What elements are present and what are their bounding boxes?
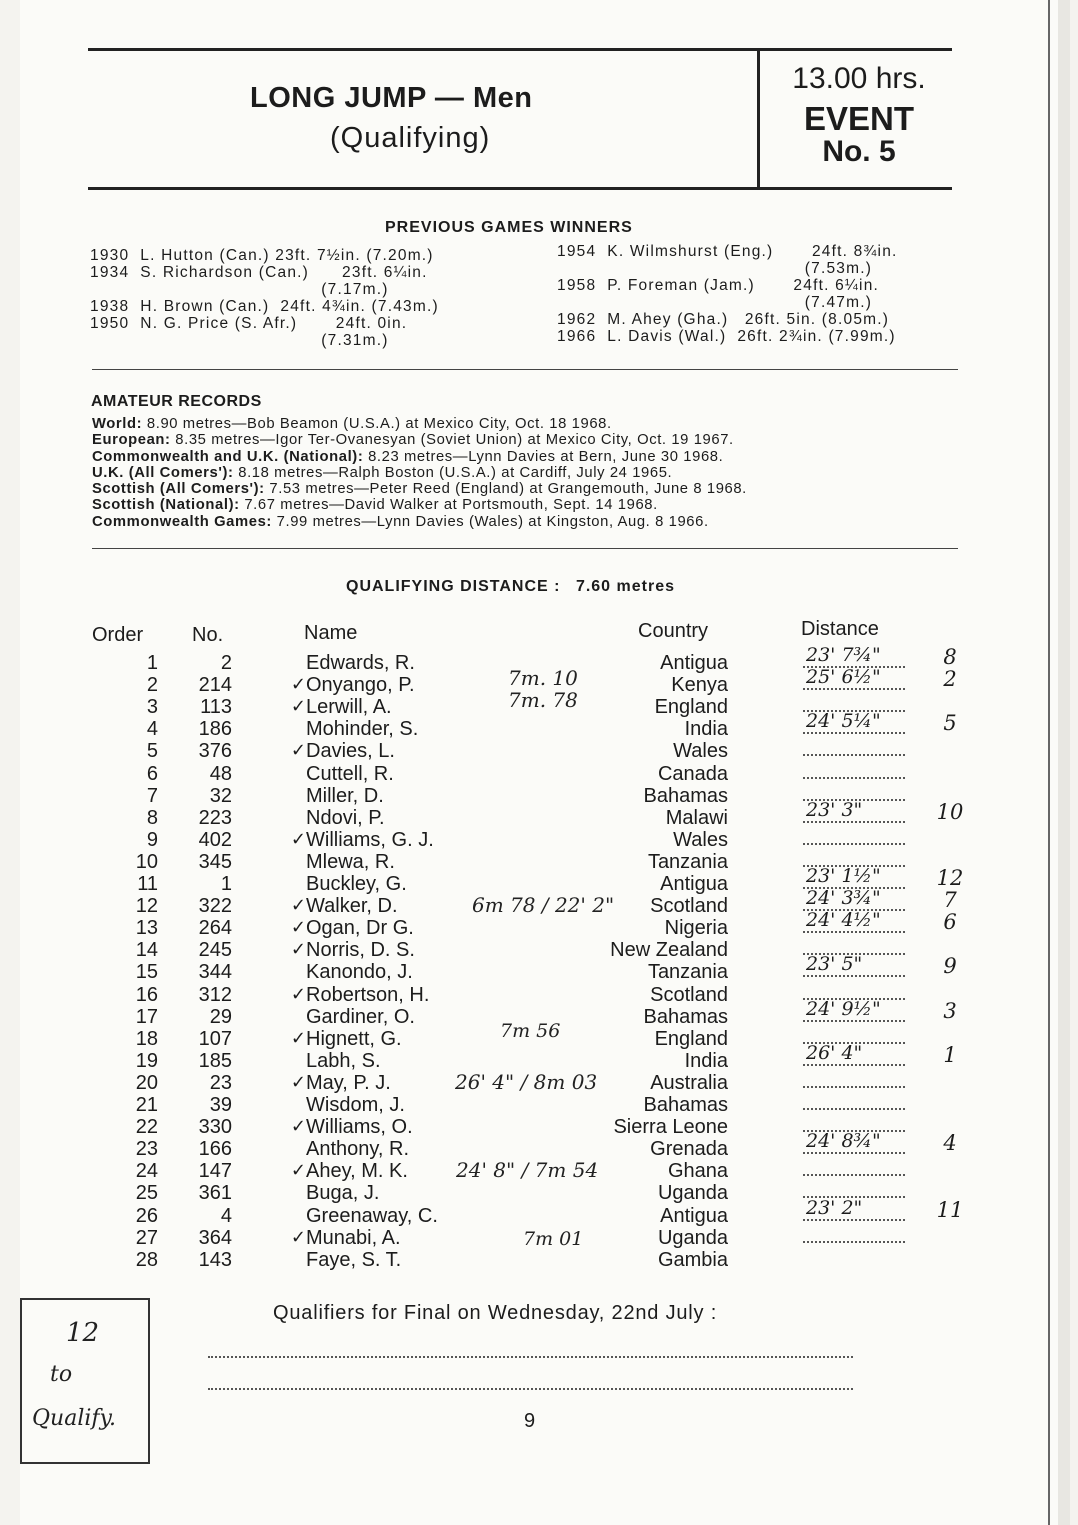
distance-dotted-line xyxy=(803,975,905,977)
entrant-row xyxy=(0,865,1078,895)
event-label: EVENT xyxy=(803,100,915,137)
entrant-number: 361 xyxy=(198,1182,232,1205)
entrant-country: Bahamas xyxy=(643,1094,728,1116)
entrant-country: Tanzania xyxy=(647,961,728,984)
section-rule xyxy=(92,548,958,549)
entrant-order: 10 xyxy=(135,850,158,873)
entrant-name: Wisdom, J. xyxy=(306,1094,405,1116)
winner-line: (7.53m.) xyxy=(557,260,873,277)
distance-dotted-line xyxy=(803,843,905,845)
section-rule xyxy=(92,369,958,370)
entrant-number: 223 xyxy=(198,806,232,829)
entrant-row xyxy=(0,829,1078,851)
entrant-name: Buckley, G. xyxy=(306,873,407,895)
entrant-row xyxy=(0,909,1078,940)
winner-line: 1950 N. G. Price (S. Afr.) 24ft. 0in. xyxy=(90,315,408,332)
entrant-name: Munabi, A. xyxy=(306,1226,401,1249)
entrant-number: 147 xyxy=(198,1160,232,1183)
handwritten-distance: 24' 3¾" xyxy=(806,887,881,910)
entrant-row xyxy=(0,984,1078,1006)
entrant-order: 26 xyxy=(135,1204,158,1227)
record-text: 7.67 metres—David Walker at Portsmouth, Sept. 14 1968. xyxy=(239,497,658,514)
handwritten-distance: 23' 1½" xyxy=(806,865,881,887)
handwritten-place: 12 xyxy=(936,866,964,890)
entrant-country: Grenada xyxy=(650,1138,728,1161)
handwritten-distance: 23' 3" xyxy=(806,798,863,821)
check-mark: ✓ xyxy=(290,1160,306,1182)
record-label: Commonwealth and U.K. (National): xyxy=(92,448,364,465)
handwritten-place: 5 xyxy=(943,711,957,736)
entrant-order: 2 xyxy=(146,674,158,697)
entrant-number: 32 xyxy=(209,784,232,807)
entrant-order: 1 xyxy=(146,652,158,674)
distance-dotted-line xyxy=(803,1219,905,1221)
handwritten-place: 8 xyxy=(943,645,957,669)
qualifying-value: 7.60 metres xyxy=(575,578,675,595)
entrant-number: 322 xyxy=(198,895,232,918)
entrant-name: Miller, D. xyxy=(306,784,384,807)
qualifiers-heading: Qualifiers for Final on Wednesday, 22nd July : xyxy=(273,1302,718,1324)
entrant-row xyxy=(0,1249,1078,1271)
qualifiers-dotted-line xyxy=(208,1388,853,1390)
distance-dotted-line xyxy=(803,1241,905,1243)
entrant-number: 113 xyxy=(200,696,232,719)
entrant-row xyxy=(0,798,1078,829)
entrant-number: 264 xyxy=(198,917,232,940)
qualifiers-dotted-line xyxy=(208,1356,853,1358)
entrant-number: 48 xyxy=(209,762,232,785)
check-mark: ✓ xyxy=(290,917,306,939)
entrant-country: Ghana xyxy=(667,1160,728,1183)
check-mark: ✓ xyxy=(290,696,306,718)
record-text: 8.90 metres—Bob Beamon (U.S.A.) at Mexico City, Oct. 18 1968. xyxy=(142,416,612,432)
record-label: Scottish (All Comers'): xyxy=(92,481,265,498)
entrant-number: 143 xyxy=(198,1248,232,1271)
entrant-row xyxy=(0,1182,1078,1204)
column-header-order: Order xyxy=(92,624,144,646)
record-line xyxy=(92,497,747,513)
entrant-row xyxy=(0,1116,1078,1138)
record-label: U.K. (All Comers'): xyxy=(92,464,234,481)
column-header-no: No. xyxy=(192,624,224,646)
entrant-country: Antigua xyxy=(660,652,728,674)
entrant-order: 14 xyxy=(135,939,158,962)
check-mark: ✓ xyxy=(290,674,306,696)
entrant-number: 344 xyxy=(198,961,232,984)
distance-dotted-line xyxy=(803,732,905,734)
entrant-country: Tanzania xyxy=(647,850,728,873)
records-list xyxy=(92,416,747,530)
entrant-name: Kanondo, J. xyxy=(306,961,413,984)
handwritten-place: 10 xyxy=(936,799,964,824)
distance-dotted-line xyxy=(803,1174,905,1176)
header-top-rule xyxy=(88,48,952,51)
entrant-name: Buga, J. xyxy=(306,1182,380,1205)
entrant-order: 9 xyxy=(146,828,158,851)
entrant-order: 4 xyxy=(146,718,158,741)
distance-dotted-line xyxy=(803,931,905,933)
entrant-country: Canada xyxy=(657,762,728,785)
entrant-number: 2 xyxy=(220,652,232,674)
entrant-row xyxy=(0,1041,1078,1072)
header-bottom-rule xyxy=(88,187,952,190)
entrant-number: 185 xyxy=(198,1049,232,1072)
handwritten-distance: 24' 9½" xyxy=(806,997,881,1020)
entrant-country: Australia xyxy=(650,1071,728,1094)
entrant-country: India xyxy=(684,1049,728,1072)
entrant-name: Greenaway, C. xyxy=(306,1204,438,1227)
entrant-country: England xyxy=(654,696,728,719)
entrant-country: Wales xyxy=(673,740,728,763)
entrant-order: 20 xyxy=(135,1071,158,1094)
entrant-order: 6 xyxy=(146,762,158,785)
record-label: Commonwealth Games: xyxy=(92,513,272,530)
entrant-row xyxy=(0,1196,1078,1227)
record-line xyxy=(92,465,747,481)
check-mark: ✓ xyxy=(290,983,306,1005)
qualifying-distance xyxy=(346,578,675,596)
check-mark: ✓ xyxy=(290,895,306,917)
entrant-order: 21 xyxy=(135,1094,158,1116)
column-header-name: Name xyxy=(304,622,358,644)
distance-dotted-line xyxy=(803,688,905,690)
handwritten-place: 1 xyxy=(943,1042,957,1067)
handwritten-note: 7m 56 xyxy=(500,1020,561,1042)
entrant-name: May, P. J. xyxy=(306,1071,391,1094)
distance-dotted-line xyxy=(803,754,905,756)
check-mark: ✓ xyxy=(290,939,306,961)
handwritten-distance: 26' 4" xyxy=(806,1041,863,1064)
entrant-number: 402 xyxy=(198,828,232,851)
record-line xyxy=(92,432,747,448)
record-text: 7.99 metres—Lynn Davies (Wales) at Kingston, Aug. 8 1966. xyxy=(271,513,709,530)
entrant-order: 19 xyxy=(135,1049,158,1072)
entrant-name: Davies, L. xyxy=(306,740,395,763)
record-text: 8.35 metres—Igor Ter-Ovanesyan (Soviet Union) at Mexico City, Oct. 19 1967. xyxy=(170,432,734,449)
entrant-country: Scotland xyxy=(650,895,728,918)
check-mark: ✓ xyxy=(290,740,306,762)
handwritten-note: 7m 01 xyxy=(523,1228,584,1250)
entrant-number: 330 xyxy=(198,1116,232,1139)
entrant-number: 107 xyxy=(198,1027,232,1050)
handwritten-distance: 24' 5¼" xyxy=(806,710,881,733)
handwritten-place: 11 xyxy=(936,1197,964,1222)
entrant-number: 166 xyxy=(198,1138,232,1161)
winner-line: 1954 K. Wilmshurst (Eng.) 24ft. 8¾in. xyxy=(557,243,898,260)
box-note-line: Qualify. xyxy=(32,1406,117,1431)
distance-dotted-line xyxy=(803,1020,905,1022)
entrant-number: 312 xyxy=(198,983,232,1006)
handwritten-note: 24' 8" / 7m 54 xyxy=(456,1158,599,1182)
header-divider xyxy=(757,50,760,188)
previous-winners-heading: PREVIOUS GAMES WINNERS xyxy=(385,219,633,236)
entrant-row xyxy=(0,763,1078,785)
entrant-country: India xyxy=(684,718,728,741)
winner-line: (7.17m.) xyxy=(90,281,389,298)
winner-line: (7.31m.) xyxy=(90,332,389,349)
handwritten-box-note xyxy=(20,1298,150,1464)
handwritten-distance: 24' 4½" xyxy=(806,909,881,932)
handwritten-note: 7m. 10 xyxy=(508,666,578,690)
distance-dotted-line xyxy=(803,1108,905,1110)
entrant-country: Bahamas xyxy=(643,1005,728,1028)
entrant-country: Gambia xyxy=(657,1248,728,1271)
distance-dotted-line xyxy=(803,1152,905,1154)
entrant-number: 186 xyxy=(198,718,232,741)
handwritten-place: 3 xyxy=(943,998,957,1023)
entrant-name: Williams, G. J. xyxy=(306,828,434,851)
entrant-order: 16 xyxy=(135,983,158,1006)
entrant-order: 13 xyxy=(135,917,158,940)
handwritten-distance: 23' 2" xyxy=(806,1196,863,1219)
entrant-name: Ogan, Dr G. xyxy=(306,917,414,940)
entrant-row xyxy=(0,953,1078,984)
distance-dotted-line xyxy=(803,777,905,779)
entrant-country: England xyxy=(654,1027,728,1050)
winner-line: 1934 S. Richardson (Can.) 23ft. 6¼in. xyxy=(90,264,428,281)
handwritten-distance: 23' 7¾" xyxy=(806,644,881,666)
entrant-country: Bahamas xyxy=(643,784,728,807)
entrant-name: Lerwill, A. xyxy=(306,696,392,719)
entrant-country: Nigeria xyxy=(664,917,728,940)
box-note-line: to xyxy=(50,1362,73,1387)
entrant-name: Anthony, R. xyxy=(306,1138,410,1161)
check-mark: ✓ xyxy=(290,828,306,850)
entrant-name: Robertson, H. xyxy=(306,983,430,1006)
winner-line: 1966 L. Davis (Wal.) 26ft. 2¾in. (7.99m.) xyxy=(557,328,896,345)
handwritten-place: 2 xyxy=(943,667,957,692)
entrant-country: Sierra Leone xyxy=(613,1116,728,1139)
winner-line: (7.47m.) xyxy=(557,294,873,311)
entrant-name: Ndovi, P. xyxy=(306,806,385,829)
check-mark: ✓ xyxy=(290,1027,306,1049)
event-number: No. 5 xyxy=(822,135,896,168)
check-mark: ✓ xyxy=(290,1226,306,1248)
check-mark: ✓ xyxy=(290,1071,306,1093)
entrant-order: 24 xyxy=(135,1160,158,1183)
handwritten-distance: 23' 5" xyxy=(806,953,863,976)
record-line xyxy=(92,481,747,497)
entrant-order: 15 xyxy=(135,961,158,984)
column-header-country: Country xyxy=(638,620,709,642)
entrant-order: 8 xyxy=(146,806,158,829)
winner-line: 1958 P. Foreman (Jam.) 24ft. 6¼in. xyxy=(557,277,880,294)
box-note-line: 12 xyxy=(66,1318,100,1348)
entrant-name: Faye, S. T. xyxy=(306,1248,402,1271)
entrant-number: 245 xyxy=(198,939,232,962)
entrant-number: 29 xyxy=(209,1005,232,1028)
entrant-country: Uganda xyxy=(657,1182,728,1205)
entrant-row xyxy=(0,851,1078,873)
entrant-name: Walker, D. xyxy=(306,895,398,918)
entrant-country: Uganda xyxy=(657,1226,728,1249)
entrant-name: Onyango, P. xyxy=(306,674,415,697)
entrant-order: 12 xyxy=(135,895,158,918)
handwritten-place: 7 xyxy=(943,888,957,913)
qualifying-label: QUALIFYING DISTANCE : xyxy=(346,578,561,595)
handwritten-place: 6 xyxy=(943,910,957,935)
entrant-order: 17 xyxy=(135,1005,158,1028)
entrant-name: Ahey, M. K. xyxy=(306,1160,408,1183)
record-line xyxy=(92,449,747,465)
handwritten-distance: 25' 6½" xyxy=(806,666,881,689)
handwritten-note: 6m 78 / 22' 2" xyxy=(472,893,615,917)
event-time: 13.00 hrs. xyxy=(792,62,926,95)
entrant-row xyxy=(0,740,1078,762)
check-mark: ✓ xyxy=(290,1116,306,1138)
event-subtitle: (Qualifying) xyxy=(330,122,491,154)
entrant-row xyxy=(0,1130,1078,1161)
entrant-name: Edwards, R. xyxy=(306,652,415,674)
entrant-row xyxy=(0,710,1078,741)
entrant-number: 39 xyxy=(209,1094,232,1116)
distance-dotted-line xyxy=(803,1064,905,1066)
handwritten-note: 26' 4" / 8m 03 xyxy=(455,1070,598,1094)
entrant-name: Williams, O. xyxy=(306,1116,413,1139)
entrant-name: Gardiner, O. xyxy=(306,1005,415,1028)
entrant-country: New Zealand xyxy=(610,939,728,962)
winner-line: 1962 M. Ahey (Gha.) 26ft. 5in. (8.05m.) xyxy=(557,311,890,328)
handwritten-distance: 24' 8¾" xyxy=(806,1130,881,1153)
winner-line: 1938 H. Brown (Can.) 24ft. 4¾in. (7.43m.) xyxy=(90,298,439,315)
entrant-name: Mlewa, R. xyxy=(306,850,395,873)
entrant-name: Hignett, G. xyxy=(306,1027,402,1050)
entrant-order: 7 xyxy=(146,784,158,807)
entrant-row xyxy=(0,939,1078,961)
entrant-row xyxy=(0,1094,1078,1116)
entrant-order: 28 xyxy=(135,1248,158,1271)
records-heading: AMATEUR RECORDS xyxy=(91,393,262,410)
record-label: Scottish (National): xyxy=(92,497,240,514)
entrant-number: 364 xyxy=(198,1226,232,1249)
entrant-country: Kenya xyxy=(671,674,728,697)
record-text: 8.18 metres—Ralph Boston (U.S.A.) at Cardiff, July 24 1965. xyxy=(233,464,673,481)
entrant-number: 23 xyxy=(209,1071,232,1094)
entrant-number: 376 xyxy=(198,740,232,763)
entrant-row xyxy=(0,785,1078,807)
entrant-name: Norris, D. S. xyxy=(306,939,415,962)
entrant-country: Antigua xyxy=(660,1204,728,1227)
entrant-order: 11 xyxy=(137,873,158,895)
entrant-name: Mohinder, S. xyxy=(306,718,419,741)
entrant-order: 27 xyxy=(135,1226,158,1249)
handwritten-place: 9 xyxy=(943,954,957,979)
entrant-name: Labh, S. xyxy=(306,1049,381,1072)
handwritten-note: 7m. 78 xyxy=(508,688,578,712)
entrant-country: Malawi xyxy=(665,806,728,829)
column-header-distance: Distance xyxy=(801,618,879,640)
entrant-country: Wales xyxy=(673,828,728,851)
record-line xyxy=(92,514,747,530)
entrant-order: 23 xyxy=(135,1138,158,1161)
entrant-country: Scotland xyxy=(650,983,728,1006)
page-number: 9 xyxy=(524,1410,536,1432)
entrant-country: Antigua xyxy=(660,873,728,895)
winners-right-column xyxy=(557,243,898,345)
record-text: 7.53 metres—Peter Reed (England) at Grangemouth, June 8 1968. xyxy=(264,481,747,498)
entrant-order: 25 xyxy=(135,1182,158,1205)
record-label: World: xyxy=(92,416,143,432)
distance-dotted-line xyxy=(803,821,905,823)
entrant-number: 214 xyxy=(198,674,232,697)
winners-left-column xyxy=(90,247,439,349)
entrant-number: 345 xyxy=(198,850,232,873)
record-label: European: xyxy=(92,432,171,449)
entrant-order: 3 xyxy=(146,696,158,719)
record-text: 8.23 metres—Lynn Davies at Bern, June 30 1968. xyxy=(363,448,724,465)
entrant-order: 22 xyxy=(135,1116,158,1139)
entrant-number: 4 xyxy=(220,1204,232,1227)
winner-line: 1930 L. Hutton (Can.) 23ft. 7½in. (7.20m.) xyxy=(90,247,434,264)
distance-dotted-line xyxy=(803,1086,905,1088)
entrant-name: Cuttell, R. xyxy=(306,762,394,785)
record-line xyxy=(92,416,747,432)
entrant-order: 18 xyxy=(135,1027,158,1050)
event-title: LONG JUMP — Men xyxy=(250,82,533,114)
handwritten-place: 4 xyxy=(943,1131,957,1156)
entrant-number: 1 xyxy=(220,873,232,895)
entrant-order: 5 xyxy=(146,740,158,763)
